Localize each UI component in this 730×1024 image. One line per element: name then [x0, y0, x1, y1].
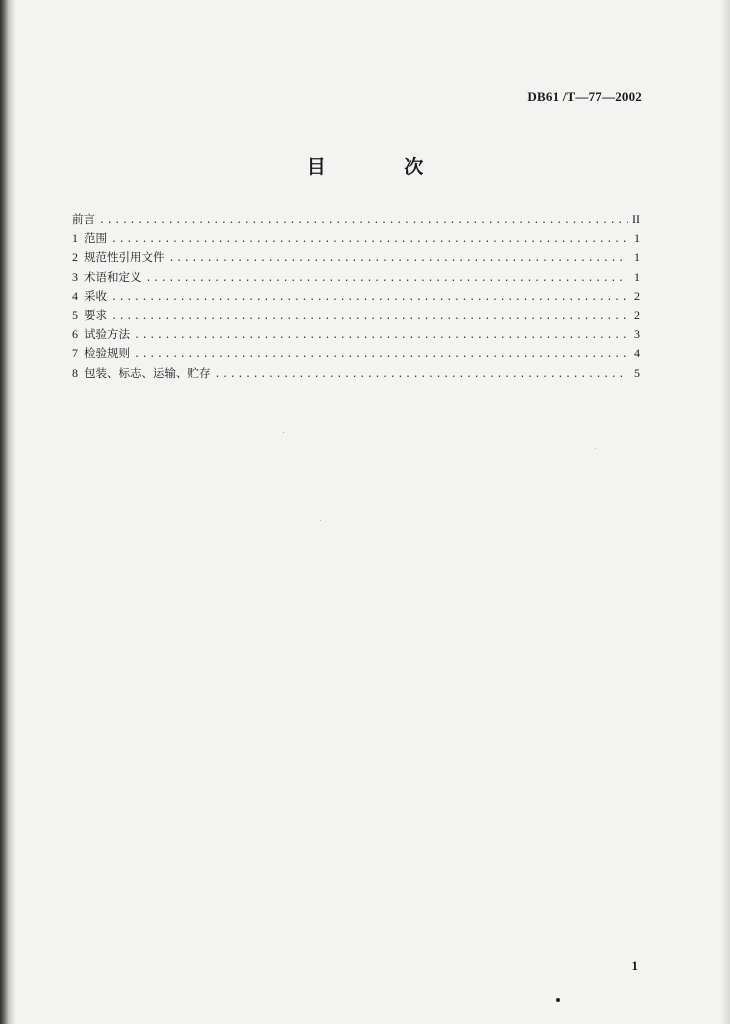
toc-entry-test-methods[interactable] [72, 325, 640, 344]
scan-speck [283, 432, 284, 433]
dot-leader [111, 230, 628, 249]
toc-entry-label: 要求 [84, 307, 107, 322]
table-of-contents [72, 210, 640, 383]
toc-entry-requirements[interactable] [72, 306, 640, 325]
toc-entry-page: 1 [634, 250, 640, 265]
dot-leader [111, 288, 628, 307]
page-number: 1 [631, 958, 638, 973]
scan-speck [320, 520, 321, 521]
dot-leader [134, 345, 628, 364]
toc-entry-label: 包装、标志、运输、贮存 [84, 365, 211, 380]
toc-entry-harvesting[interactable] [72, 287, 640, 306]
toc-entry-label: 术语和定义 [84, 269, 142, 284]
toc-entry-page: 2 [634, 307, 640, 322]
toc-entry-packaging-marking-transport-storage[interactable] [72, 364, 640, 383]
scan-speck [595, 448, 596, 449]
toc-entry-normative-references[interactable] [72, 248, 640, 267]
toc-entry-label: 范围 [84, 231, 107, 246]
toc-entry-number: 4 [72, 288, 78, 303]
toc-entry-number: 7 [72, 346, 78, 361]
toc-entry-number: 2 [72, 250, 78, 265]
toc-entry-page: 3 [634, 327, 640, 342]
toc-entry-page: 5 [634, 365, 640, 380]
toc-entry-number: 3 [72, 269, 78, 284]
toc-entry-number: 5 [72, 307, 78, 322]
dot-leader [146, 269, 629, 288]
dot-leader [99, 211, 628, 230]
toc-entry-number: 8 [72, 365, 78, 380]
toc-entry-label: 检验规则 [84, 346, 130, 361]
toc-entry-number: 6 [72, 327, 78, 342]
toc-entry-page: 4 [634, 346, 640, 361]
dot-leader [215, 365, 629, 384]
dot-leader [134, 326, 628, 345]
toc-entry-page: 2 [634, 288, 640, 303]
toc-entry-inspection-rules[interactable] [72, 344, 640, 363]
toc-entry-page: II [632, 212, 640, 226]
document-code: DB61 /T—77—2002 [527, 89, 642, 104]
toc-entry-label: 采收 [84, 288, 107, 303]
toc-entry-label: 试验方法 [84, 327, 130, 342]
dot-leader [169, 249, 629, 268]
toc-entry-page: 1 [634, 231, 640, 246]
toc-entry-label: 前言 [72, 212, 95, 226]
toc-entry-label: 规范性引用文件 [84, 250, 165, 265]
toc-entry-number: 1 [72, 231, 78, 246]
toc-entry-terms-definitions[interactable] [72, 268, 640, 287]
toc-entry-scope[interactable] [72, 229, 640, 248]
toc-entry-foreword[interactable] [72, 210, 640, 229]
toc-entry-page: 1 [634, 269, 640, 284]
dot-leader [111, 307, 628, 326]
scan-speck [556, 998, 560, 1002]
toc-title: 目 次 [306, 156, 460, 178]
